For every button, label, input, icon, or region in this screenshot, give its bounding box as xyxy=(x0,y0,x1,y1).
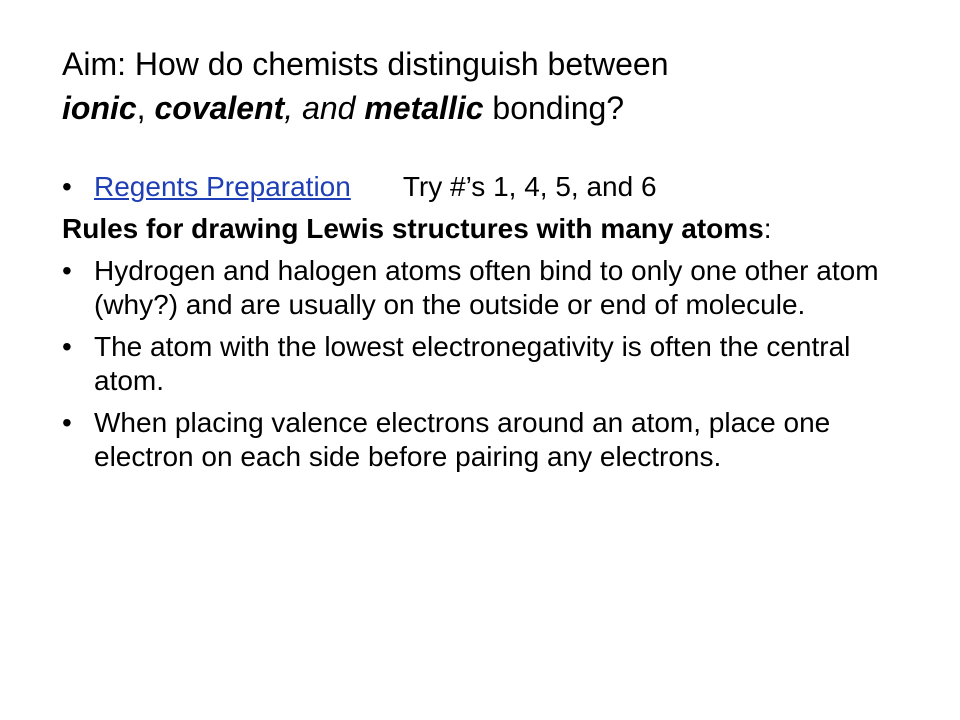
title-line-2 xyxy=(62,86,922,130)
title-separator-2: , and xyxy=(284,90,365,126)
rule-text-3: When placing valence electrons around an atom, place one electron on each side before pairing any electrons. xyxy=(94,407,831,472)
slide-body xyxy=(62,170,922,482)
rules-heading xyxy=(62,212,922,246)
bullet-icon: • xyxy=(62,171,72,202)
title-suffix: bonding? xyxy=(483,90,625,126)
bullet-icon: • xyxy=(62,255,72,286)
term-covalent: covalent xyxy=(154,90,285,126)
list-item xyxy=(62,254,922,322)
bullet-icon: • xyxy=(62,331,72,362)
slide-title xyxy=(62,42,922,130)
term-metallic: metallic xyxy=(364,90,484,126)
title-separator-1: , xyxy=(136,90,155,126)
regents-preparation-link[interactable]: Regents Preparation xyxy=(94,171,351,202)
list-item xyxy=(62,406,922,474)
rule-text-2: The atom with the lowest electronegativity is often the central atom. xyxy=(94,331,851,396)
list-item xyxy=(62,330,922,398)
regents-note: Try #’s 1, 4, 5, and 6 xyxy=(402,171,657,202)
title-line-1: Aim: How do chemists distinguish between xyxy=(62,46,669,82)
rules-heading-text: Rules for drawing Lewis structures with many atoms xyxy=(62,213,764,244)
rules-heading-colon: : xyxy=(763,213,772,244)
bullet-icon: • xyxy=(62,407,72,438)
rule-text-1: Hydrogen and halogen atoms often bind to only one other atom (why?) and are usually on the outside or end of molecule. xyxy=(94,255,879,320)
term-ionic: ionic xyxy=(62,90,137,126)
bullet-regents xyxy=(62,170,922,204)
